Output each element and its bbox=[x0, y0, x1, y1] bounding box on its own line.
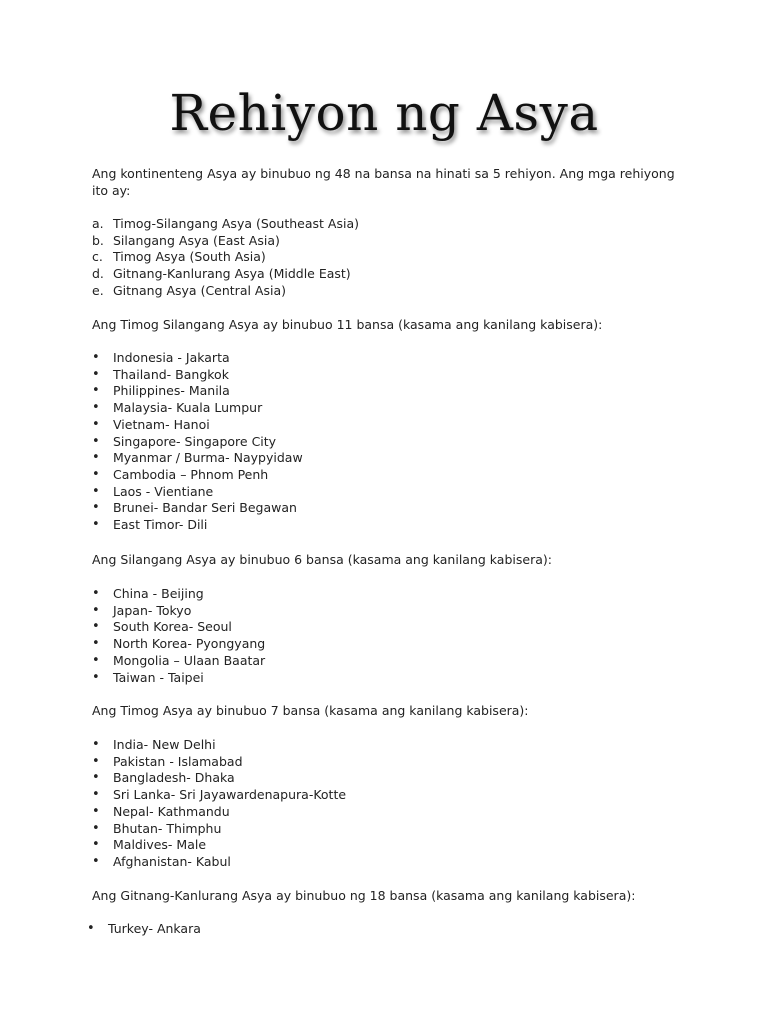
list-item: • China - Beijing bbox=[92, 586, 712, 603]
south-list bbox=[92, 737, 712, 871]
list-item: • Thailand- Bangkok bbox=[92, 367, 712, 384]
list-item: • Afghanistan- Kabul bbox=[92, 854, 712, 871]
south-section bbox=[92, 703, 712, 720]
list-marker: e. bbox=[92, 282, 104, 298]
list-marker: b. bbox=[92, 232, 104, 248]
list-item: • North Korea- Pyongyang bbox=[92, 636, 712, 653]
southeast-section bbox=[92, 317, 712, 334]
list-item: • Pakistan - Islamabad bbox=[92, 754, 712, 771]
regions-list-block bbox=[92, 216, 712, 300]
south-list-block bbox=[92, 737, 712, 871]
list-item: • India- New Delhi bbox=[92, 737, 712, 754]
region-item bbox=[92, 249, 712, 266]
list-item: • Laos - Vientiane bbox=[92, 484, 712, 501]
list-item: • Mongolia – Ulaan Baatar bbox=[92, 653, 712, 670]
intro-line: ito ay: bbox=[92, 182, 131, 198]
list-marker: d. bbox=[92, 266, 104, 282]
list-item: • Singapore- Singapore City bbox=[92, 434, 712, 451]
page-title: Rehiyon ng Asya bbox=[169, 84, 599, 142]
southeast-list-block bbox=[92, 350, 712, 534]
list-item: • Nepal- Kathmandu bbox=[92, 804, 712, 821]
region-item bbox=[92, 283, 712, 300]
region-text: Gitnang-Kanlurang Asya (Middle East) bbox=[113, 266, 351, 282]
regions-list bbox=[92, 216, 712, 300]
list-item: • Philippines- Manila bbox=[92, 383, 712, 400]
section-heading: Ang Timog Asya ay binubuo 7 bansa (kasama ang kanilang kabisera): bbox=[92, 703, 529, 718]
region-text: Timog Asya (South Asia) bbox=[113, 249, 266, 265]
region-text: Gitnang Asya (Central Asia) bbox=[113, 282, 287, 298]
list-item: • Japan- Tokyo bbox=[92, 603, 712, 620]
east-list bbox=[92, 586, 712, 686]
list-item: • Bhutan- Thimphu bbox=[92, 821, 712, 838]
region-item bbox=[92, 216, 712, 233]
southeast-list bbox=[92, 350, 712, 534]
east-section bbox=[92, 552, 712, 569]
middle-east-list-block bbox=[87, 921, 707, 938]
list-item: • South Korea- Seoul bbox=[92, 619, 712, 636]
section-heading: Ang Silangang Asya ay binubuo 6 bansa (kasama ang kanilang kabisera): bbox=[92, 552, 552, 567]
list-item: • Myanmar / Burma- Naypyidaw bbox=[92, 450, 712, 467]
list-item: • Bangladesh- Dhaka bbox=[92, 770, 712, 787]
region-item bbox=[92, 266, 712, 283]
section-heading: Ang Timog Silangang Asya ay binubuo 11 bansa (kasama ang kanilang kabisera): bbox=[92, 317, 603, 332]
list-item: • Malaysia- Kuala Lumpur bbox=[92, 400, 712, 417]
list-marker: c. bbox=[92, 249, 103, 265]
list-item: • East Timor- Dili bbox=[92, 517, 712, 534]
list-marker: a. bbox=[92, 216, 104, 231]
list-item: • Brunei- Bandar Seri Begawan bbox=[92, 500, 712, 517]
east-list-block bbox=[92, 586, 712, 686]
region-item bbox=[92, 233, 712, 250]
section-heading: Ang Gitnang-Kanlurang Asya ay binubuo ng 18 bansa (kasama ang kanilang kabisera): bbox=[92, 888, 636, 903]
region-text: Timog-Silangang Asya (Southeast Asia) bbox=[113, 216, 359, 231]
list-item: • Vietnam- Hanoi bbox=[92, 417, 712, 434]
list-item: • Turkey- Ankara bbox=[87, 921, 707, 938]
list-item: • Maldives- Male bbox=[92, 837, 712, 854]
region-text: Silangang Asya (East Asia) bbox=[113, 232, 280, 248]
middle-east-section bbox=[92, 888, 712, 905]
intro-line: Ang kontinenteng Asya ay binubuo ng 48 na bansa na hinati sa 5 rehiyon. Ang mga rehiyong bbox=[92, 166, 675, 181]
list-item: • Taiwan - Taipei bbox=[92, 670, 712, 687]
list-item: • Indonesia - Jakarta bbox=[92, 350, 712, 367]
intro-paragraph bbox=[92, 166, 712, 199]
middle-east-list bbox=[87, 921, 707, 938]
list-item: • Cambodia – Phnom Penh bbox=[92, 467, 712, 484]
list-item: • Sri Lanka- Sri Jayawardenapura-Kotte bbox=[92, 787, 712, 804]
